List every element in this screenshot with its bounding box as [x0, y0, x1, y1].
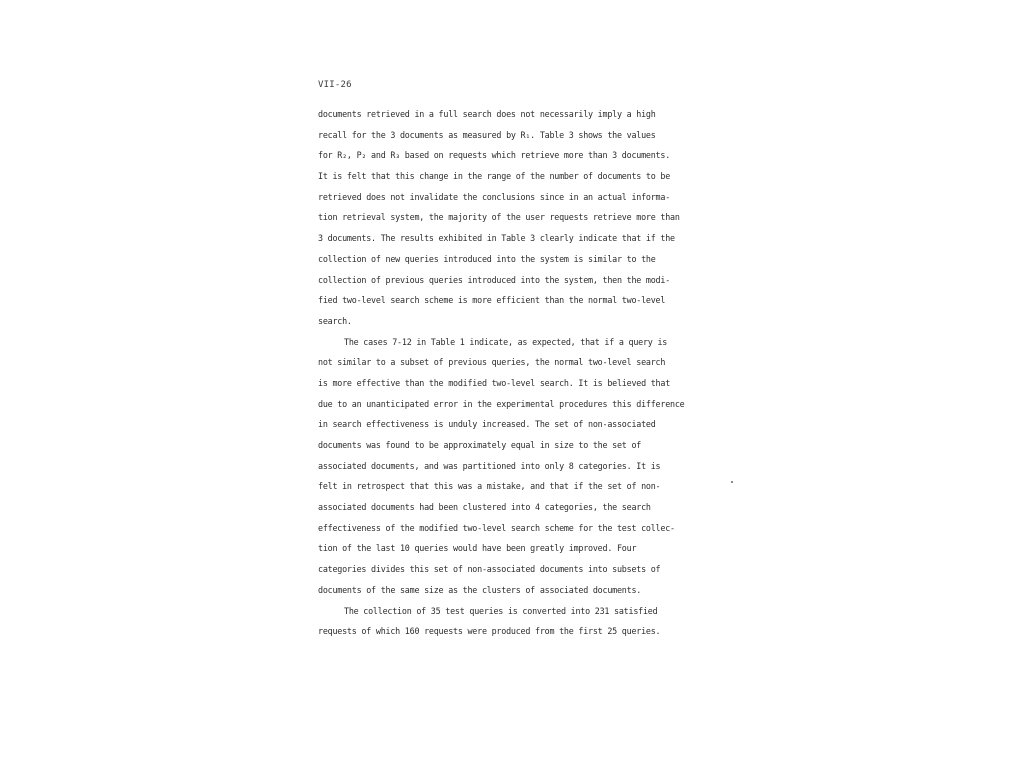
text-line: requests of which 160 requests were produced from the first 25 queries. — [318, 626, 661, 637]
text-line: It is felt that this change in the range of the number of documents to be — [318, 171, 671, 182]
scan-speck — [731, 481, 733, 483]
text-line: collection of previous queries introduced into the system, then the modi- — [318, 274, 671, 285]
text-line: is more effective than the modified two-level search. It is believed that — [318, 377, 671, 388]
text-line: The collection of 35 test queries is converted into 231 satisfied — [344, 605, 658, 616]
text-line: documents of the same size as the clusters of associated documents. — [318, 584, 642, 595]
text-line: retrieved does not invalidate the conclusions since in an actual informa- — [318, 191, 671, 202]
text-line: tion of the last 10 queries would have been greatly improved. Four — [318, 543, 637, 554]
text-line: The cases 7-12 in Table 1 indicate, as expected, that if a query is — [344, 336, 668, 347]
text-line: fied two-level search scheme is more efficient than the normal two-level — [318, 295, 666, 306]
text-line: felt in retrospect that this was a mistake, and that if the set of non- — [318, 481, 661, 492]
text-line: for R₂, P₂ and R₃ based on requests which retrieve more than 3 documents. — [318, 150, 671, 161]
text-line: documents retrieved in a full search does not necessarily imply a high — [318, 109, 656, 119]
text-line: not similar to a subset of previous queries, the normal two-level search — [318, 357, 666, 368]
text-line: 3 documents. The results exhibited in Table 3 clearly indicate that if the — [318, 233, 675, 244]
text-line: associated documents had been clustered into 4 categories, the search — [318, 502, 651, 513]
text-line: recall for the 3 documents as measured by R₁. Table 3 shows the values — [318, 129, 656, 140]
text-line: effectiveness of the modified two-level search scheme for the test collec- — [318, 522, 675, 533]
body-text — [318, 104, 698, 642]
text-line: in search effectiveness is unduly increased. The set of non-associated — [318, 419, 656, 430]
text-line: tion retrieval system, the majority of the user requests retrieve more than — [318, 212, 680, 223]
text-line: collection of new queries introduced into the system is similar to the — [318, 253, 656, 264]
text-line: documents was found to be approximately equal in size to the set of — [318, 440, 642, 450]
text-line: categories divides this set of non-associated documents into subsets of — [318, 564, 661, 575]
text-line: due to an unanticipated error in the experimental procedures this difference — [318, 398, 685, 409]
text-line: associated documents, and was partitioned into only 8 categories. It is — [318, 460, 661, 471]
page-number: VII-26 — [318, 80, 352, 90]
text-line: search. — [318, 315, 352, 326]
